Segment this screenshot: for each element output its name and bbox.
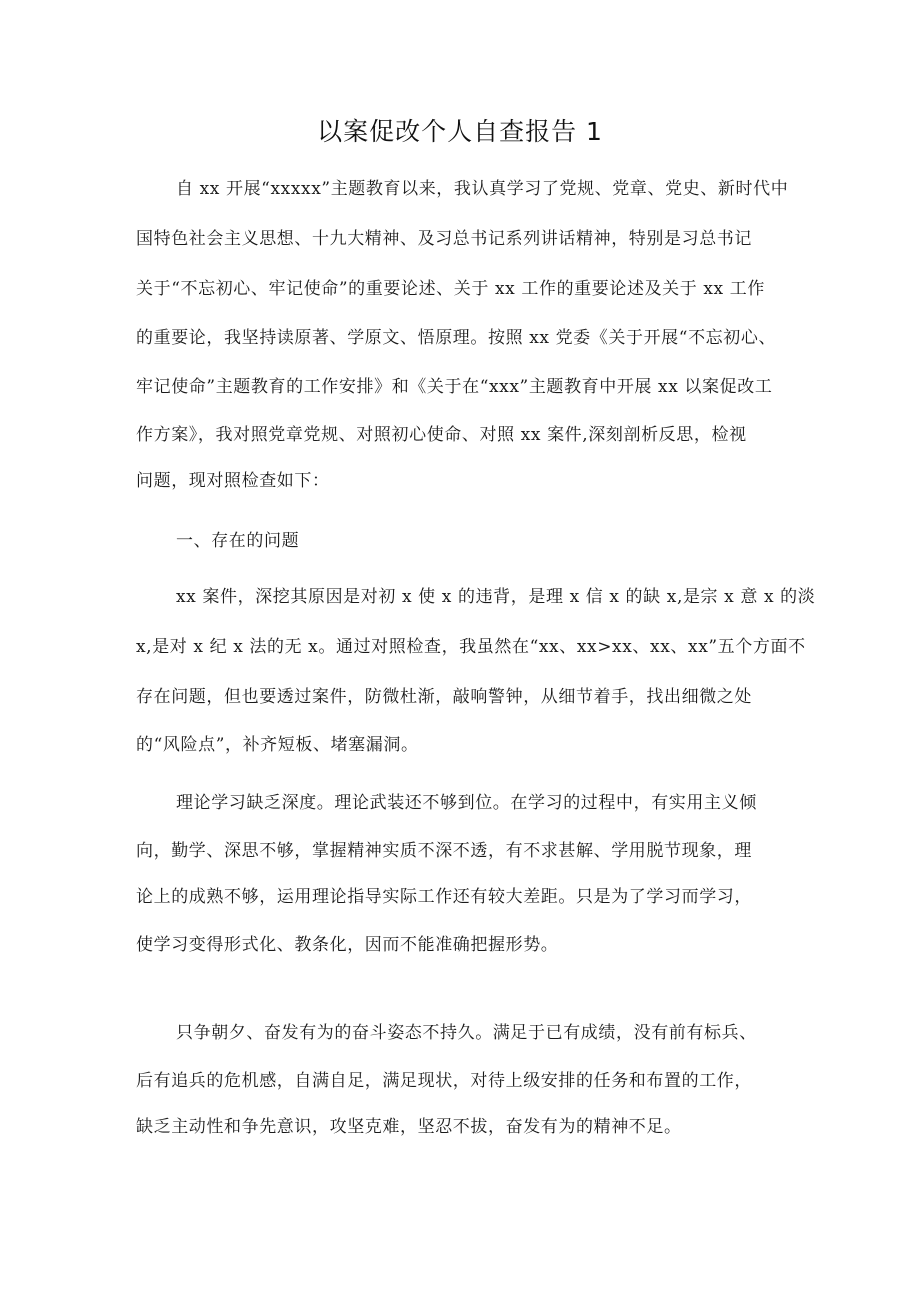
case-line: 存在问题，但也要透过案件，防微杜渐，敲响警钟，从细节着手，找出细微之处 — [136, 687, 752, 707]
intro-line: 作方案》，我对照党章党规、对照初心使命、对照 xx 案件,深刻剖析反思，检视 — [136, 425, 747, 445]
attitude-line: 缺乏主动性和争先意识，攻坚克难，坚忍不拔，奋发有为的精神不足。 — [136, 1117, 682, 1137]
attitude-line: 只争朝夕、奋发有为的奋斗姿态不持久。满足于已有成绩，没有前有标兵、 — [176, 1023, 757, 1043]
intro-line: 自 xx 开展“xxxxx”主题教育以来，我认真学习了党规、党章、党史、新时代中 — [176, 179, 789, 199]
theory-line: 理论学习缺乏深度。理论武装还不够到位。在学习的过程中，有实用主义倾 — [176, 793, 757, 813]
case-line: x,是对 x 纪 x 法的无 x。通过对照检查，我虽然在“xx、xx>xx、xx、xx”五个方面不 — [136, 637, 806, 657]
intro-line: 牢记使命”主题教育的工作安排》和《关于在“xxx”主题教育中开展 xx 以案促改工 — [136, 377, 773, 397]
theory-line: 使学习变得形式化、教条化，因而不能准确把握形势。 — [136, 935, 559, 955]
case-line: 的“风险点”，补齐短板、堵塞漏洞。 — [136, 735, 419, 755]
theory-line: 论上的成熟不够，运用理论指导实际工作还有较大差距。只是为了学习而学习， — [136, 887, 752, 907]
intro-line: 的重要论，我坚持读原著、学原文、悟原理。按照 xx 党委《关于开展“不忘初心、 — [136, 328, 777, 348]
document-title: 以案促改个人自查报告 1 — [317, 117, 603, 146]
theory-line: 向，勤学、深思不够，掌握精神实质不深不透，有不求甚解、学用脱节现象，理 — [136, 841, 752, 861]
intro-line: 国特色社会主义思想、十九大精神、及习总书记系列讲话精神，特别是习总书记 — [136, 229, 752, 249]
case-line: xx 案件，深挖其原因是对初 x 使 x 的违背，是理 x 信 x 的缺 x,是宗 x 意 x 的淡 — [176, 587, 816, 607]
intro-line: 关于“不忘初心、牢记使命”的重要论述、关于 xx 工作的重要论述及关于 xx 工作 — [136, 279, 765, 299]
intro-line: 问题，现对照检查如下： — [136, 471, 330, 491]
section-heading: 一、存在的问题 — [176, 531, 300, 551]
attitude-line: 后有追兵的危机感，自满自足，满足现状，对待上级安排的任务和布置的工作， — [136, 1071, 752, 1091]
